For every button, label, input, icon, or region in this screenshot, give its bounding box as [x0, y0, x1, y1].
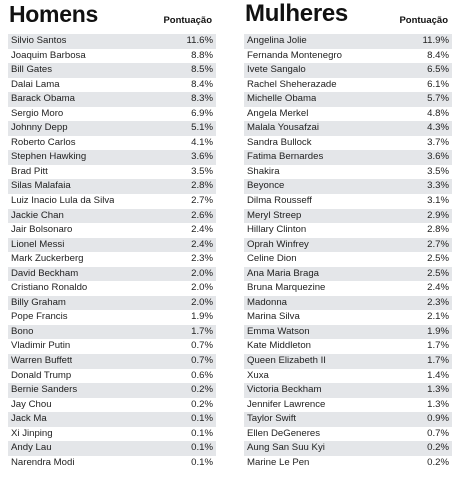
score-value: 3.5% — [191, 165, 213, 177]
ranking-row — [8, 369, 216, 384]
score-value: 3.3% — [427, 180, 449, 192]
person-name: Barack Obama — [11, 93, 75, 105]
ranking-row — [244, 78, 452, 93]
person-name: Billy Graham — [11, 296, 66, 308]
score-value: 2.0% — [191, 282, 213, 294]
ranking-row — [244, 383, 452, 398]
men-ranking-panel — [8, 0, 216, 470]
person-name: Bill Gates — [11, 64, 53, 76]
ranking-row — [8, 121, 216, 136]
ranking-row — [8, 339, 216, 354]
score-value: 4.3% — [427, 122, 449, 134]
score-value: 1.7% — [191, 325, 213, 337]
score-value: 2.0% — [191, 267, 213, 279]
score-value: 1.3% — [427, 384, 449, 396]
ranking-row — [244, 441, 452, 456]
ranking-row — [244, 179, 452, 194]
score-value: 0.7% — [191, 355, 213, 367]
person-name: Jack Ma — [11, 413, 47, 425]
score-value: 2.8% — [427, 224, 449, 236]
person-name: Marina Silva — [247, 311, 300, 323]
person-name: Stephen Hawking — [11, 151, 87, 163]
person-name: Ivete Sangalo — [247, 64, 306, 76]
score-value: 2.1% — [427, 311, 449, 323]
score-value: 5.1% — [191, 122, 213, 134]
ranking-row — [244, 194, 452, 209]
person-name: Brad Pitt — [11, 165, 48, 177]
person-name: Angela Merkel — [247, 107, 309, 119]
person-name: Meryl Streep — [247, 209, 302, 221]
score-value: 2.0% — [191, 296, 213, 308]
person-name: Marine Le Pen — [247, 456, 310, 468]
person-name: Celine Dion — [247, 253, 297, 265]
ranking-row — [244, 427, 452, 442]
person-name: Victoria Beckham — [247, 384, 322, 396]
women-ranking-list — [244, 34, 452, 470]
person-name: Jay Chou — [11, 398, 52, 410]
person-name: Roberto Carlos — [11, 136, 76, 148]
ranking-row — [8, 136, 216, 151]
ranking-row — [8, 325, 216, 340]
person-name: Narendra Modi — [11, 456, 75, 468]
person-name: Silvio Santos — [11, 35, 67, 46]
person-name: Malala Yousafzai — [247, 122, 320, 134]
score-value: 6.5% — [427, 64, 449, 76]
score-value: 8.3% — [191, 93, 213, 105]
person-name: Xuxa — [247, 369, 269, 381]
score-value: 0.2% — [427, 442, 449, 454]
score-value: 3.7% — [427, 136, 449, 148]
score-value: 3.6% — [427, 151, 449, 163]
ranking-row — [8, 92, 216, 107]
ranking-row — [244, 398, 452, 413]
score-value: 2.6% — [191, 209, 213, 221]
score-value: 0.7% — [191, 340, 213, 352]
person-name: Cristiano Ronaldo — [11, 282, 88, 294]
person-name: Donald Trump — [11, 369, 72, 381]
ranking-row — [8, 150, 216, 165]
ranking-row — [8, 78, 216, 93]
ranking-row — [8, 267, 216, 282]
ranking-row — [8, 179, 216, 194]
women-score-header: Pontuação — [399, 15, 448, 26]
person-name: Bruna Marquezine — [247, 282, 326, 294]
person-name: Lionel Messi — [11, 238, 65, 250]
ranking-row — [8, 441, 216, 456]
person-name: Oprah Winfrey — [247, 238, 309, 250]
ranking-row — [8, 383, 216, 398]
person-name: Fernanda Montenegro — [247, 49, 342, 61]
person-name: Johnny Depp — [11, 122, 68, 134]
person-name: Rachel Sheherazade — [247, 78, 337, 90]
score-value: 8.5% — [191, 64, 213, 76]
score-value: 2.5% — [427, 253, 449, 265]
person-name: Sandra Bullock — [247, 136, 312, 148]
score-value: 3.1% — [427, 195, 449, 207]
ranking-row — [244, 267, 452, 282]
score-value: 2.5% — [427, 267, 449, 279]
women-panel-header — [244, 0, 452, 34]
score-value: 6.9% — [191, 107, 213, 119]
ranking-row — [244, 49, 452, 64]
person-name: Beyonce — [247, 180, 285, 192]
person-name: Hillary Clinton — [247, 224, 307, 236]
women-ranking-panel — [244, 0, 452, 470]
person-name: Jennifer Lawrence — [247, 398, 326, 410]
ranking-row — [244, 354, 452, 369]
ranking-row — [8, 296, 216, 311]
person-name: Bernie Sanders — [11, 384, 78, 396]
ranking-row — [8, 238, 216, 253]
person-name: Ellen DeGeneres — [247, 427, 321, 439]
men-ranking-list — [8, 34, 216, 470]
ranking-row — [8, 107, 216, 122]
score-value: 2.3% — [427, 296, 449, 308]
person-name: Fatima Bernardes — [247, 151, 324, 163]
person-name: Kate Middleton — [247, 340, 311, 352]
score-value: 2.4% — [427, 282, 449, 294]
person-name: Michelle Obama — [247, 93, 317, 105]
ranking-row — [244, 121, 452, 136]
women-title: Mulheres — [245, 0, 348, 27]
person-name: Mark Zuckerberg — [11, 253, 84, 265]
ranking-row — [244, 107, 452, 122]
score-value: 0.1% — [191, 442, 213, 454]
ranking-row — [8, 63, 216, 78]
person-name: Luiz Inacio Lula da Silva — [11, 195, 115, 207]
ranking-row — [244, 92, 452, 107]
person-name: Warren Buffett — [11, 355, 73, 367]
ranking-row — [8, 354, 216, 369]
score-value: 1.9% — [427, 325, 449, 337]
score-value: 5.7% — [427, 93, 449, 105]
person-name: Andy Lau — [11, 442, 52, 454]
ranking-row — [8, 252, 216, 267]
ranking-row — [8, 209, 216, 224]
person-name: Silas Malafaia — [11, 180, 71, 192]
score-value: 0.7% — [427, 427, 449, 439]
ranking-row — [244, 325, 452, 340]
person-name: David Beckham — [11, 267, 79, 279]
men-score-header: Pontuação — [163, 15, 212, 26]
person-name: Jair Bolsonaro — [11, 224, 73, 236]
person-name: Angelina Jolie — [247, 35, 307, 46]
ranking-row — [244, 165, 452, 180]
score-value: 4.8% — [427, 107, 449, 119]
ranking-row — [244, 150, 452, 165]
ranking-row — [8, 398, 216, 413]
ranking-row — [244, 339, 452, 354]
person-name: Sergio Moro — [11, 107, 64, 119]
score-value: 8.8% — [191, 49, 213, 61]
score-value: 0.2% — [427, 456, 449, 468]
person-name: Emma Watson — [247, 325, 310, 337]
score-value: 3.5% — [427, 165, 449, 177]
ranking-row — [244, 209, 452, 224]
person-name: Madonna — [247, 296, 288, 308]
score-value: 8.4% — [191, 78, 213, 90]
ranking-row — [8, 194, 216, 209]
score-value: 0.1% — [191, 413, 213, 425]
score-value: 2.4% — [191, 224, 213, 236]
person-name: Aung San Suu Kyi — [247, 442, 325, 454]
ranking-row — [244, 412, 452, 427]
score-value: 0.2% — [191, 398, 213, 410]
score-value: 1.7% — [427, 355, 449, 367]
ranking-row — [8, 223, 216, 238]
score-value: 0.9% — [427, 413, 449, 425]
score-value: 2.8% — [191, 180, 213, 192]
men-panel-header — [8, 0, 216, 34]
ranking-row — [8, 34, 216, 49]
ranking-row — [8, 427, 216, 442]
ranking-row — [244, 369, 452, 384]
ranking-row — [8, 310, 216, 325]
score-value: 0.6% — [191, 369, 213, 381]
person-name: Vladimir Putin — [11, 340, 71, 352]
score-value: 0.1% — [191, 456, 213, 468]
men-title: Homens — [9, 1, 98, 27]
ranking-row — [8, 456, 216, 471]
score-value: 11.9% — [422, 35, 449, 46]
person-name: Ana Maria Braga — [247, 267, 319, 279]
person-name: Pope Francis — [11, 311, 68, 323]
score-value: 2.9% — [427, 209, 449, 221]
score-value: 2.7% — [191, 195, 213, 207]
person-name: Xi Jinping — [11, 427, 53, 439]
score-value: 2.7% — [427, 238, 449, 250]
person-name: Bono — [11, 325, 34, 337]
score-value: 1.3% — [427, 398, 449, 410]
ranking-row — [8, 281, 216, 296]
ranking-row — [244, 456, 452, 471]
person-name: Shakira — [247, 165, 280, 177]
score-value: 0.2% — [191, 384, 213, 396]
ranking-row — [244, 238, 452, 253]
ranking-row — [8, 49, 216, 64]
ranking-row — [8, 165, 216, 180]
score-value: 1.4% — [427, 369, 449, 381]
score-value: 6.1% — [427, 78, 449, 90]
person-name: Dalai Lama — [11, 78, 60, 90]
ranking-row — [244, 223, 452, 238]
score-value: 4.1% — [191, 136, 213, 148]
person-name: Jackie Chan — [11, 209, 64, 221]
score-value: 11.6% — [186, 35, 213, 46]
ranking-row — [244, 296, 452, 311]
ranking-row — [244, 310, 452, 325]
score-value: 3.6% — [191, 151, 213, 163]
score-value: 2.3% — [191, 253, 213, 265]
person-name: Queen Elizabeth II — [247, 355, 326, 367]
score-value: 8.4% — [427, 49, 449, 61]
ranking-row — [244, 281, 452, 296]
ranking-row — [244, 63, 452, 78]
person-name: Dilma Rousseff — [247, 195, 312, 207]
score-value: 1.7% — [427, 340, 449, 352]
person-name: Taylor Swift — [247, 413, 297, 425]
score-value: 0.1% — [191, 427, 213, 439]
score-value: 2.4% — [191, 238, 213, 250]
ranking-row — [8, 412, 216, 427]
ranking-row — [244, 34, 452, 49]
score-value: 1.9% — [191, 311, 213, 323]
ranking-row — [244, 252, 452, 267]
person-name: Joaquim Barbosa — [11, 49, 86, 61]
ranking-row — [244, 136, 452, 151]
